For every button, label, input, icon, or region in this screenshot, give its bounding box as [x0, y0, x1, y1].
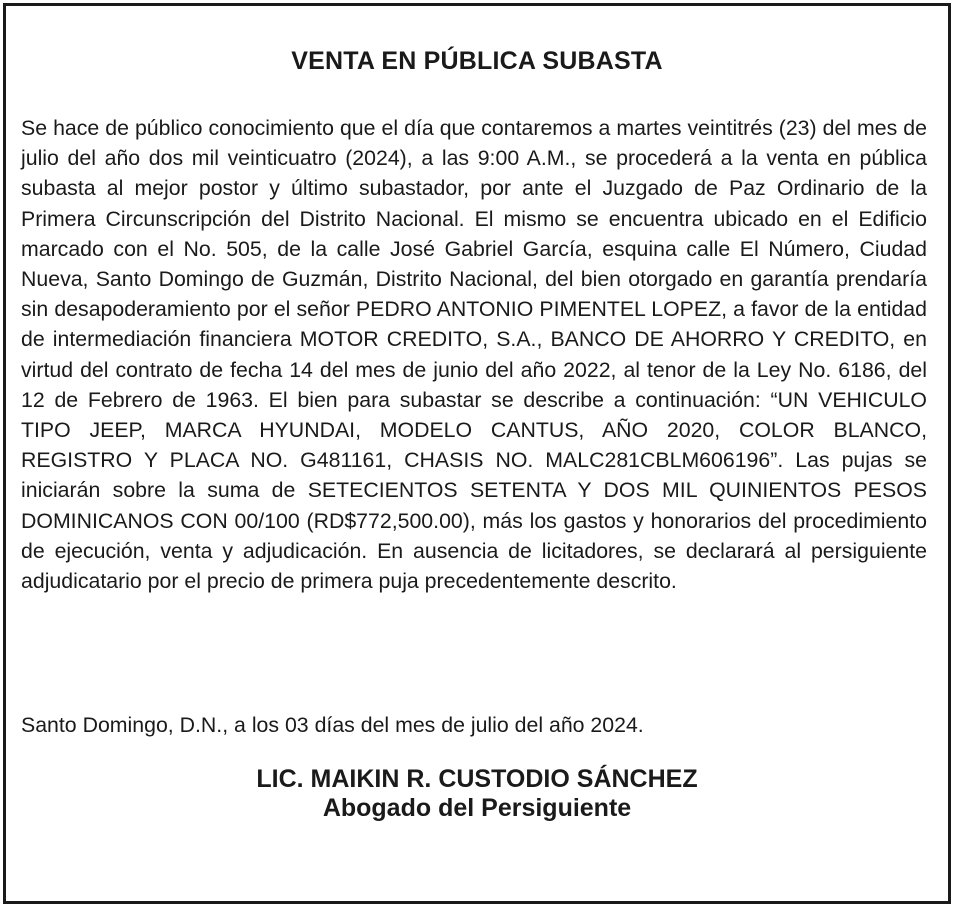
- signatory-name: LIC. MAIKIN R. CUSTODIO SÁNCHEZ: [256, 765, 698, 793]
- notice-body-paragraph: Se hace de público conocimiento que el día que contaremos a martes veintitrés (23) del mes de julio del año dos mil veinticuatro (2024), a las 9:00 A.M., se procederá a la venta en pública subasta al mejor postor y último subastador, por ante el Juzgado de Paz Ordinario de la Primera Circunscripción del Distrito Nacional. El mismo se encuentra ubicado en el Edificio marcado con el No. 505, de la calle José Gabriel García, esquina calle El Número, Ciudad Nueva, Santo Domingo de Guzmán, Distrito Nacional, del bien otorgado en garantía prendaría sin desapoderamiento por el señor PEDRO ANTONIO PIMENTEL LOPEZ, a favor de la entidad de intermediación financiera MOTOR CREDITO, S.A., BANCO DE AHORRO Y CREDITO, en virtud del contrato de fecha 14 del mes de junio del año 2022, al tenor de la Ley No. 6186, del 12 de Febrero de 1963. El bien para subastar se describe a continuación: “UN VEHICULO TIPO JEEP, MARCA HYUNDAI, MODELO CANTUS, AÑO 2020, COLOR BLANCO, REGISTRO Y PLACA NO. G481161, CHASIS NO. MALC281CBLM606196”. Las pujas se iniciarán sobre la suma de SETECIENTOS SETENTA Y DOS MIL QUINIENTOS PESOS DOMINICANOS CON 00/100 (RD$772,500.00), más los gastos y honorarios del procedimiento de ejecución, venta y adjudicación. En ausencia de licitadores, se declarará al persiguiente adjudicatario por el precio de primera puja precedentemente descrito.: [21, 116, 927, 594]
- signatory-role: Abogado del Persiguiente: [322, 794, 632, 822]
- signature-block: [0, 765, 954, 823]
- notice-date-line: Santo Domingo, D.N., a los 03 días del mes de julio del año 2024.: [21, 713, 644, 737]
- notice-title: VENTA EN PÚBLICA SUBASTA: [291, 47, 663, 75]
